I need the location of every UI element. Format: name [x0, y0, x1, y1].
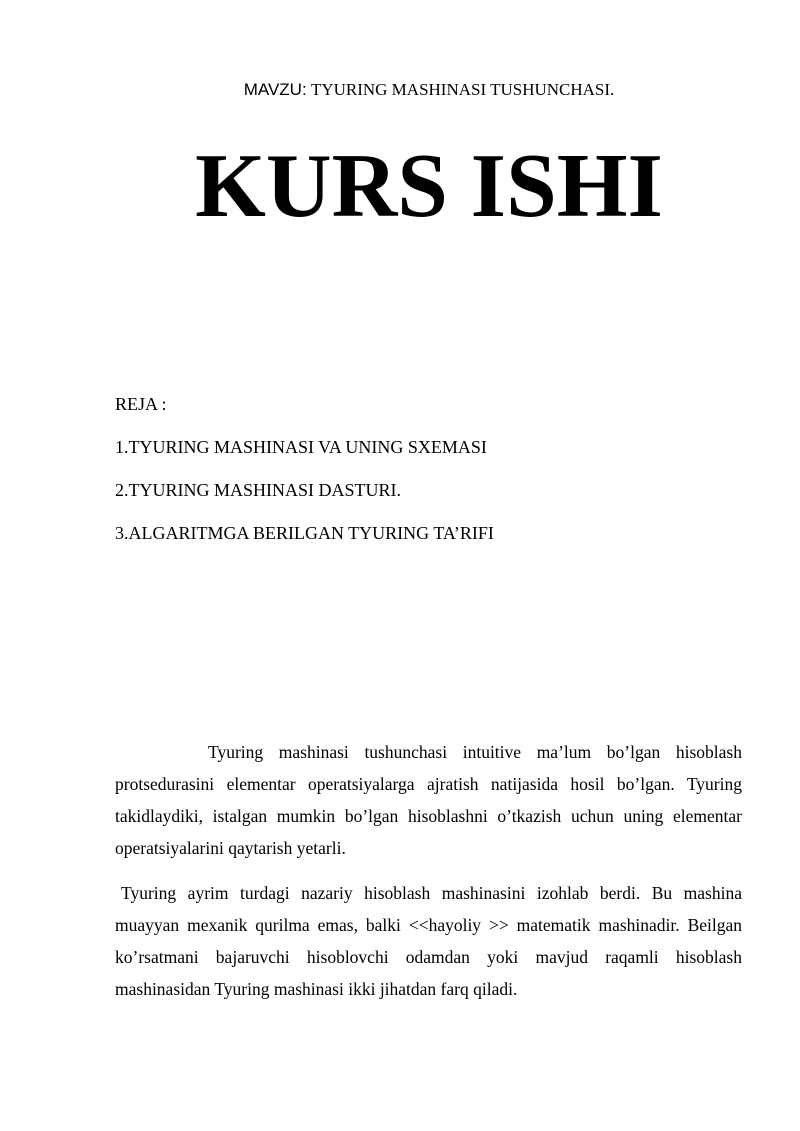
topic-line [0, 79, 800, 101]
plan-list [115, 435, 494, 545]
plan-heading: REJA : [115, 394, 167, 414]
plan-item: 2.TYURING MASHINASI DASTURI. [115, 480, 402, 500]
plan-item: 1.TYURING MASHINASI VA UNING SXEMASI [115, 437, 487, 457]
topic-label: MAVZU: [243, 80, 307, 99]
plan-item: 3.ALGARITMGA BERILGAN TYURING TA’RIFI [115, 523, 494, 543]
paragraph: Tyuring mashinasi tushunchasi intuitive ma’lum bo’lgan hisoblash protsedurasini elementar operatsiyalarga ajratish natijasida hosil bo’lgan. Tyuring takidlaydiki, istalgan mumkin bo’lgan hisoblashni o’tkazish uchun uning elementar operatsiyalarini qaytarish yetarli. [115, 742, 742, 858]
topic-value: TYURING MASHINASI TUSHUNCHASI. [310, 80, 615, 99]
paragraph: Tyuring ayrim turdagi nazariy hisoblash mashinasini izohlab berdi. Bu mashina muayyan mexanik qurilma emas, balki <<hayoliy >> matematik mashinadir. Beilgan ko’rsatmani bajaruvchi hisoblovchi odamdan yoki mavjud raqamli hisoblash mashinasidan Tyuring mashinasi ikki jihatdan farq qiladi. [115, 883, 742, 999]
document-title: KURS ISHI [195, 135, 663, 236]
plan-section [115, 392, 494, 564]
body-text [115, 736, 742, 1018]
